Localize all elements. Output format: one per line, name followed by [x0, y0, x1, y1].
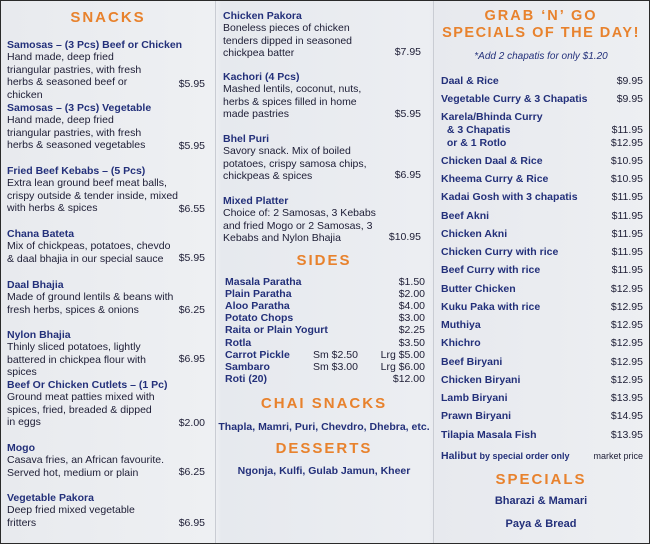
item-price: $13.95 — [610, 429, 643, 441]
grab-heading: GRAB ‘N’ GO — [484, 8, 598, 24]
item-title: Samosas – (3 Pcs) Beef or Chicken — [7, 39, 183, 51]
item-price: $12.95 — [610, 319, 643, 331]
side-name: Potato Chops — [225, 312, 294, 324]
item-name: Tilapia Masala Fish — [441, 429, 537, 441]
grab-item — [441, 392, 643, 404]
side-name: Raita or Plain Yogurt — [225, 324, 328, 336]
item-desc: Mashed lentils, coconut, nuts, herbs & spices filled in home made pastries — [223, 83, 362, 121]
snacks-heading: SNACKS — [70, 9, 146, 26]
item-price: $11.95 — [611, 228, 643, 240]
item-desc: Deep fried mixed vegetable fritters — [7, 504, 135, 529]
grab-item — [441, 246, 643, 258]
side-name: Masala Paratha — [225, 276, 302, 288]
item-name: Karela/Bhinda Curry — [441, 111, 543, 123]
item-price: $13.95 — [610, 392, 643, 404]
item-desc: Mix of chickpeas, potatoes, chevdo & daal bhajia in our special sauce — [7, 240, 171, 265]
item-name: Khichro — [441, 337, 481, 349]
menu-item — [7, 165, 182, 215]
desserts-list: Ngonja, Kulfi, Gulab Jamun, Kheer — [237, 465, 411, 477]
item-title: Mixed Platter — [223, 195, 289, 207]
item-price: $12.95 — [610, 301, 643, 313]
item-name: Beef Akni — [441, 210, 490, 222]
item-price: $12.95 — [610, 137, 643, 149]
item-price: $10.95 — [388, 231, 421, 243]
column-grab-n-go — [433, 1, 649, 543]
side-price: $1.50 — [398, 276, 425, 288]
item-title: Fried Beef Kebabs – (5 Pcs) — [7, 165, 146, 177]
item-price: $11.95 — [611, 246, 643, 258]
halibut-row — [441, 450, 643, 462]
item-title: Vegetable Pakora — [7, 492, 94, 504]
grab-item — [441, 173, 643, 185]
item-price: $5.95 — [178, 78, 205, 90]
item-price: $11.95 — [611, 210, 643, 222]
side-name: Aloo Paratha — [225, 300, 290, 312]
item-name: & 3 Chapatis — [441, 124, 511, 136]
side-name: Plain Paratha — [225, 288, 292, 300]
item-desc: Casava fries, an African favourite. Served hot, medium or plain — [7, 454, 164, 479]
item-name: Chicken Biryani — [441, 374, 521, 386]
sides-heading: SIDES — [296, 252, 352, 269]
menu-item — [223, 195, 383, 245]
specials-of-day-heading: SPECIALS OF THE DAY! — [442, 25, 640, 41]
grab-item — [441, 228, 643, 240]
side-price: $3.00 — [398, 312, 425, 324]
item-price: $7.95 — [394, 46, 421, 58]
item-price: $6.95 — [178, 353, 205, 365]
menu-item — [7, 102, 157, 152]
chapati-note: *Add 2 chapatis for only $1.20 — [474, 51, 608, 62]
item-desc: Boneless pieces of chicken tenders dipped in seasoned chickpea batter — [223, 22, 353, 60]
item-desc: Made of ground lentils & beans with fresh herbs, spices & onions — [7, 291, 174, 316]
desserts-heading: DESSERTS — [275, 440, 373, 457]
item-name: Beef Biryani — [441, 356, 503, 368]
grab-item — [441, 319, 643, 331]
menu-item — [223, 10, 363, 60]
item-price: $6.25 — [178, 466, 205, 478]
item-name: Butter Chicken — [441, 283, 516, 295]
item-title: Daal Bhajia — [7, 279, 64, 291]
item-price: $9.95 — [616, 75, 643, 87]
item-name: Chicken Daal & Rice — [441, 155, 543, 167]
item-title: Samosas – (3 Pcs) Vegetable — [7, 102, 152, 114]
grab-item — [441, 124, 643, 136]
item-price: $12.95 — [610, 374, 643, 386]
special-item: Paya & Bread — [505, 518, 577, 530]
grab-item — [441, 111, 643, 123]
side-price: Lrg $6.00 — [380, 361, 425, 373]
item-title: Chicken Pakora — [223, 10, 302, 22]
item-price: $5.95 — [178, 140, 205, 152]
item-title: Kachori (4 Pcs) — [223, 71, 300, 83]
item-desc: Ground meat patties mixed with spices, fried, breaded & dipped in eggs — [7, 391, 155, 429]
grab-item — [441, 264, 643, 276]
side-price: $2.25 — [398, 324, 425, 336]
grab-item — [441, 75, 643, 87]
item-name: Halibut — [441, 450, 477, 462]
item-price: $6.95 — [178, 517, 205, 529]
item-name: Muthiya — [441, 319, 481, 331]
item-name: Kheema Curry & Rice — [441, 173, 549, 185]
item-desc: Choice of: 2 Samosas, 3 Kebabs and fried Mogo or 2 Samosas, 3 Kebabs and Nylon Bhajia — [223, 207, 376, 245]
item-price: $12.95 — [610, 283, 643, 295]
grab-item — [441, 210, 643, 222]
item-desc: Hand made, deep fried triangular pastries, with fresh herbs & seasoned vegetables — [7, 114, 146, 152]
item-name: Prawn Biryani — [441, 410, 512, 422]
item-desc: Savory snack. Mix of boiled potatoes, crispy samosa chips, chickpeas & spices — [223, 145, 367, 183]
item-price: $2.00 — [178, 417, 205, 429]
item-title: Nylon Bhajia — [7, 329, 71, 341]
side-small: Sm $2.50 — [313, 349, 358, 361]
side-name: Carrot Pickle — [225, 349, 290, 361]
grab-item — [441, 155, 643, 167]
item-price: $14.95 — [610, 410, 643, 422]
item-desc: Thinly sliced potatoes, lightly battered in chickpea flour with spices — [7, 341, 146, 379]
item-desc: Hand made, deep fried triangular pastries, with fresh herbs & seasoned beef or chicken — [7, 51, 142, 101]
grab-item — [441, 374, 643, 386]
menu-item — [7, 228, 187, 265]
specials-heading: SPECIALS — [495, 471, 587, 488]
item-title: Chana Bateta — [7, 228, 75, 240]
grab-item — [441, 137, 643, 149]
grab-item — [441, 93, 643, 105]
item-price: $6.55 — [178, 203, 205, 215]
special-item: Bharazi & Mamari — [494, 495, 588, 507]
item-title: Bhel Puri — [223, 133, 270, 145]
item-price: $10.95 — [610, 173, 643, 185]
grab-item — [441, 283, 643, 295]
item-price: $10.95 — [610, 155, 643, 167]
grab-item — [441, 301, 643, 313]
item-desc: Extra lean ground beef meat balls, crispy outside & tender inside, mixed with herbs & spices — [7, 177, 178, 215]
item-price: $6.95 — [394, 169, 421, 181]
item-name: Kuku Paka with rice — [441, 301, 541, 313]
side-name: Sambaro — [225, 361, 270, 373]
item-title: Beef Or Chicken Cutlets – (1 Pc) — [7, 379, 168, 391]
item-price: $5.95 — [394, 108, 421, 120]
item-price: $12.95 — [610, 337, 643, 349]
grab-item — [441, 337, 643, 349]
item-price: $11.95 — [611, 124, 643, 136]
side-price: Lrg $5.00 — [380, 349, 425, 361]
column-middle — [215, 1, 433, 543]
item-title: Mogo — [7, 442, 35, 454]
side-price: $4.00 — [398, 300, 425, 312]
grab-item — [441, 429, 643, 441]
item-name: Chicken Curry with rice — [441, 246, 559, 258]
item-name: Daal & Rice — [441, 75, 499, 87]
item-name: Vegetable Curry & 3 Chapatis — [441, 93, 588, 105]
item-name: Kadai Gosh with 3 chapatis — [441, 191, 578, 203]
grab-item — [441, 410, 643, 422]
grab-item — [441, 356, 643, 368]
side-name: Roti (20) — [225, 373, 267, 385]
side-price: $12.00 — [392, 373, 425, 385]
item-price: $11.95 — [611, 191, 643, 203]
menu-item — [7, 39, 183, 101]
column-snacks — [1, 1, 215, 543]
halibut-note: by special order only — [479, 451, 570, 461]
side-item — [225, 373, 425, 386]
item-name: Chicken Akni — [441, 228, 508, 240]
side-price: $3.50 — [398, 337, 425, 349]
side-name: Rotla — [225, 337, 252, 349]
menu-item — [223, 133, 388, 183]
item-price: $12.95 — [610, 356, 643, 368]
side-small: Sm $3.00 — [313, 361, 358, 373]
side-item — [225, 324, 425, 337]
menu-item — [223, 71, 368, 121]
item-name: Beef Curry with rice — [441, 264, 541, 276]
item-price: market price — [593, 451, 643, 461]
item-price: $11.95 — [611, 264, 643, 276]
item-name: Lamb Biryani — [441, 392, 508, 404]
chai-heading: CHAI SNACKS — [260, 395, 388, 412]
side-price: $2.00 — [398, 288, 425, 300]
chai-list: Thapla, Mamri, Puri, Chevdro, Dhebra, etc. — [218, 421, 430, 433]
item-price: $6.25 — [178, 304, 205, 316]
grab-item — [441, 191, 643, 203]
item-name: or & 1 Rotlo — [441, 137, 507, 149]
item-price: $9.95 — [616, 93, 643, 105]
item-price: $5.95 — [178, 252, 205, 264]
